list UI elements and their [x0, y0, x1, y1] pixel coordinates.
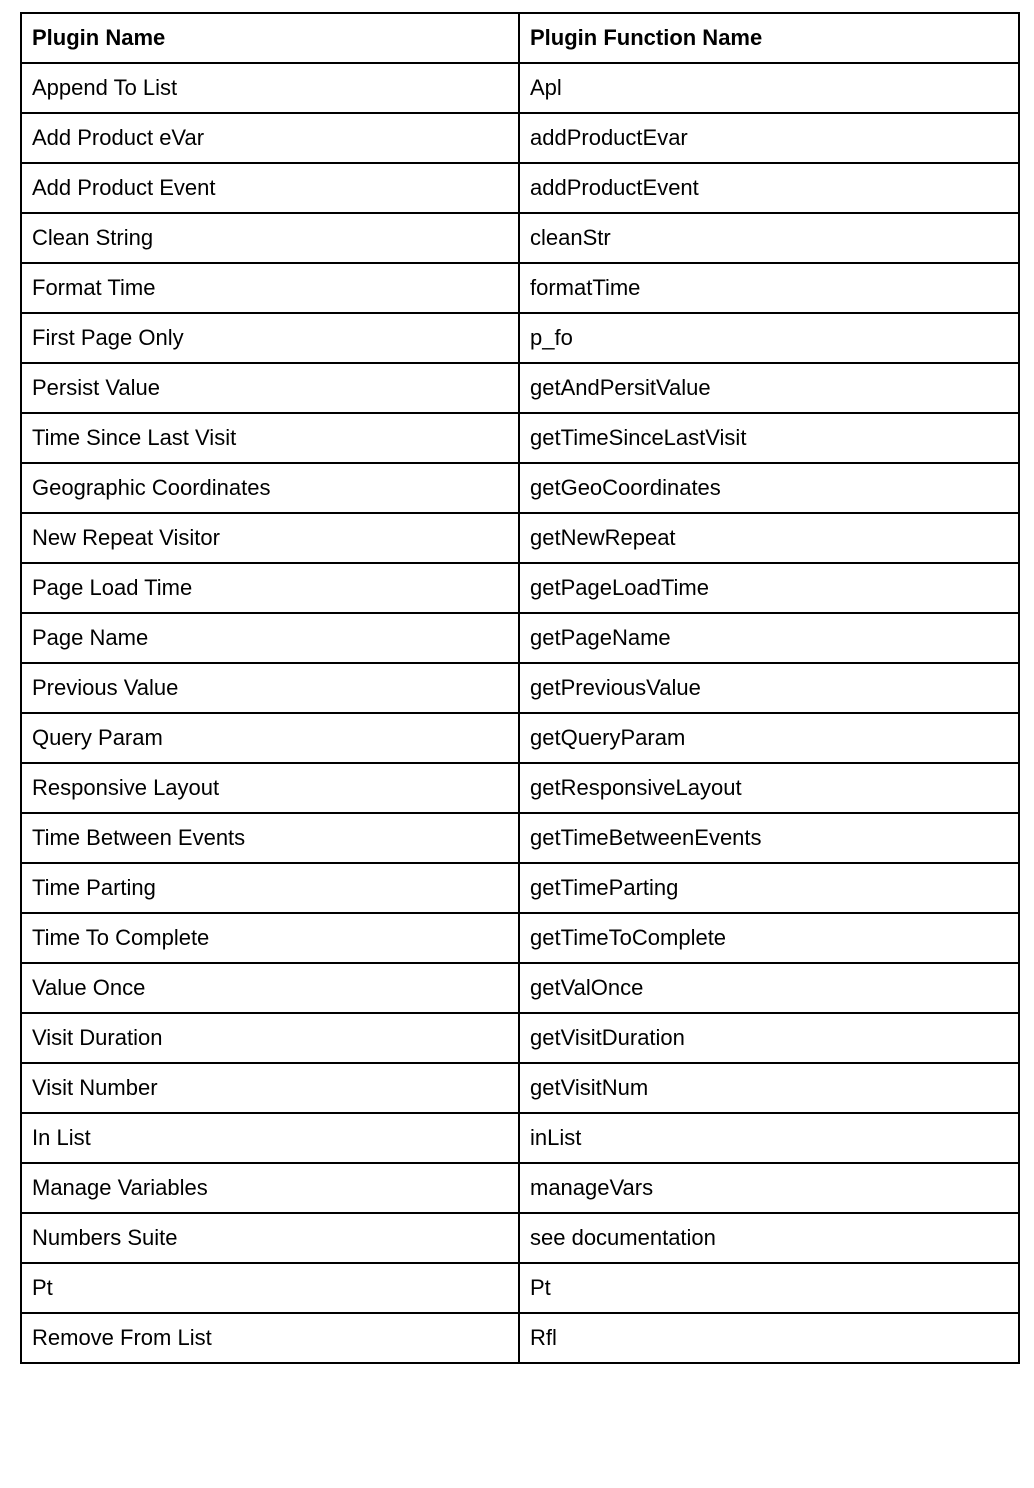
plugin-name-cell: Visit Duration — [21, 1013, 519, 1063]
table-row — [21, 763, 1019, 813]
plugin-function-name-cell: addProductEvent — [519, 163, 1019, 213]
plugin-function-name-cell: cleanStr — [519, 213, 1019, 263]
plugin-function-name-cell: see documentation — [519, 1213, 1019, 1263]
plugin-name-cell: Visit Number — [21, 1063, 519, 1113]
header-plugin-function-name: Plugin Function Name — [519, 13, 1019, 63]
table-row — [21, 813, 1019, 863]
plugin-name-cell: Remove From List — [21, 1313, 519, 1363]
plugin-function-name-cell: inList — [519, 1113, 1019, 1163]
plugin-function-name-cell: getGeoCoordinates — [519, 463, 1019, 513]
table-row — [21, 513, 1019, 563]
table-row — [21, 1313, 1019, 1363]
table-row — [21, 913, 1019, 963]
table-row — [21, 63, 1019, 113]
plugin-name-cell: Time Parting — [21, 863, 519, 913]
plugin-function-name-cell: getPageLoadTime — [519, 563, 1019, 613]
table-row — [21, 1163, 1019, 1213]
plugin-function-name-cell: Rfl — [519, 1313, 1019, 1363]
plugin-name-cell: Page Load Time — [21, 563, 519, 613]
plugin-function-name-cell: getPageName — [519, 613, 1019, 663]
table-row — [21, 163, 1019, 213]
table-body — [21, 63, 1019, 1363]
plugin-name-cell: Value Once — [21, 963, 519, 1013]
plugin-function-name-cell: getVisitDuration — [519, 1013, 1019, 1063]
plugin-function-name-cell: getNewRepeat — [519, 513, 1019, 563]
table-row — [21, 263, 1019, 313]
table-header — [21, 13, 1019, 63]
table-row — [21, 113, 1019, 163]
table-row — [21, 413, 1019, 463]
plugin-name-cell: Numbers Suite — [21, 1213, 519, 1263]
table-row — [21, 1013, 1019, 1063]
table-row — [21, 613, 1019, 663]
plugin-function-name-cell: getResponsiveLayout — [519, 763, 1019, 813]
table-row — [21, 863, 1019, 913]
header-plugin-name: Plugin Name — [21, 13, 519, 63]
table-row — [21, 713, 1019, 763]
plugin-function-name-cell: Pt — [519, 1263, 1019, 1313]
plugin-function-name-cell: getPreviousValue — [519, 663, 1019, 713]
plugin-function-name-cell: getVisitNum — [519, 1063, 1019, 1113]
plugin-function-name-cell: getTimeParting — [519, 863, 1019, 913]
plugin-function-name-cell: p_fo — [519, 313, 1019, 363]
plugin-name-cell: Query Param — [21, 713, 519, 763]
plugin-name-cell: Add Product Event — [21, 163, 519, 213]
plugin-name-cell: In List — [21, 1113, 519, 1163]
table-row — [21, 213, 1019, 263]
table-row — [21, 1063, 1019, 1113]
plugin-function-name-cell: Apl — [519, 63, 1019, 113]
table-row — [21, 363, 1019, 413]
plugin-name-cell: Responsive Layout — [21, 763, 519, 813]
table-row — [21, 563, 1019, 613]
table-row — [21, 663, 1019, 713]
plugin-name-cell: Page Name — [21, 613, 519, 663]
table-row — [21, 1263, 1019, 1313]
plugin-function-name-cell: getValOnce — [519, 963, 1019, 1013]
plugin-function-name-cell: manageVars — [519, 1163, 1019, 1213]
plugin-name-cell: Time Since Last Visit — [21, 413, 519, 463]
header-row — [21, 13, 1019, 63]
plugin-name-cell: Persist Value — [21, 363, 519, 413]
plugin-name-cell: Format Time — [21, 263, 519, 313]
plugin-name-cell: Time Between Events — [21, 813, 519, 863]
plugin-name-cell: Time To Complete — [21, 913, 519, 963]
plugin-name-cell: Add Product eVar — [21, 113, 519, 163]
plugin-function-name-cell: getTimeBetweenEvents — [519, 813, 1019, 863]
plugin-name-cell: Manage Variables — [21, 1163, 519, 1213]
table-row — [21, 463, 1019, 513]
plugin-name-cell: New Repeat Visitor — [21, 513, 519, 563]
plugin-name-cell: Clean String — [21, 213, 519, 263]
plugin-name-cell: Previous Value — [21, 663, 519, 713]
plugin-name-cell: First Page Only — [21, 313, 519, 363]
table-row — [21, 1113, 1019, 1163]
plugin-function-name-cell: getTimeSinceLastVisit — [519, 413, 1019, 463]
plugin-function-name-cell: formatTime — [519, 263, 1019, 313]
plugin-name-cell: Append To List — [21, 63, 519, 113]
plugin-function-name-cell: getTimeToComplete — [519, 913, 1019, 963]
plugin-table — [20, 12, 1020, 1364]
table-row — [21, 313, 1019, 363]
plugin-name-cell: Geographic Coordinates — [21, 463, 519, 513]
plugin-function-name-cell: addProductEvar — [519, 113, 1019, 163]
plugin-name-cell: Pt — [21, 1263, 519, 1313]
table-row — [21, 963, 1019, 1013]
plugin-function-name-cell: getQueryParam — [519, 713, 1019, 763]
table-row — [21, 1213, 1019, 1263]
plugin-function-name-cell: getAndPersitValue — [519, 363, 1019, 413]
